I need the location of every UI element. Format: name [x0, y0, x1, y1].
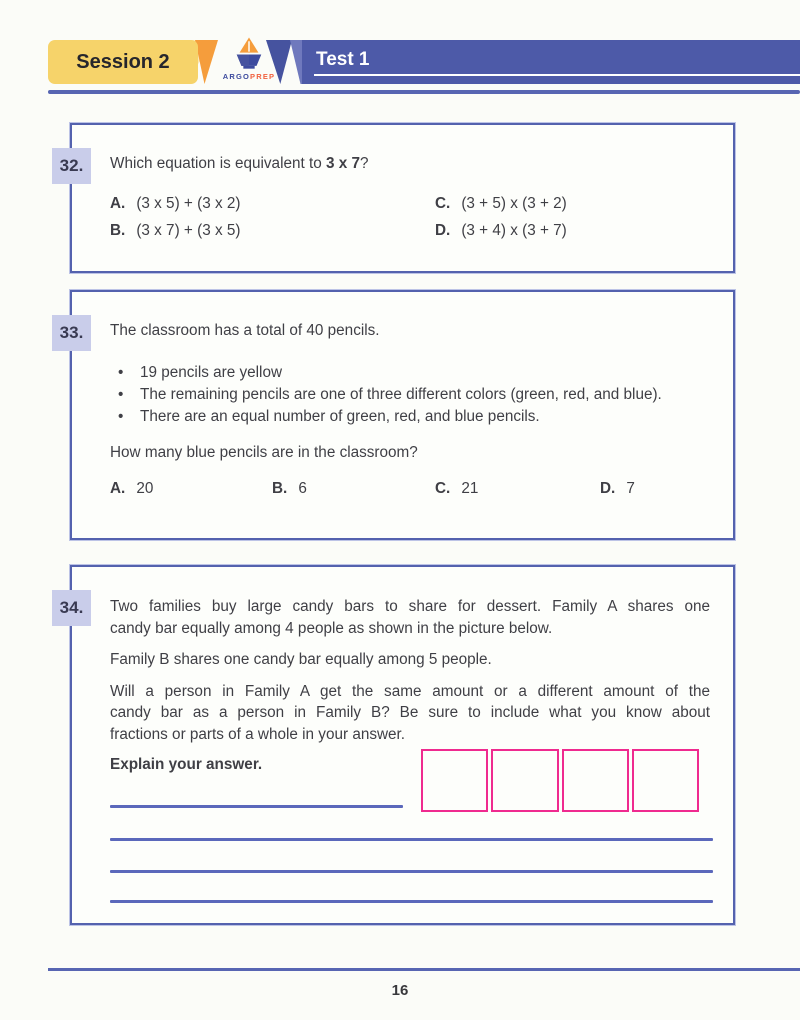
bullet-text: The remaining pencils are one of three different colors (green, red, and blue).: [140, 386, 662, 403]
option-text: 7: [626, 480, 635, 497]
paragraph-line: candy bar equally among 4 people as shown in the picture below.: [110, 619, 553, 637]
question-number-badge: 33.: [52, 315, 91, 351]
question-box-34: [59, 565, 735, 925]
question-intro: The classroom has a total of 40 pencils.: [110, 322, 380, 339]
answer-option-d: [600, 480, 635, 498]
answer-option-b: [272, 480, 307, 498]
paragraph: [110, 596, 710, 639]
answer-write-line: [110, 838, 713, 841]
candy-bar-cell: [491, 749, 558, 812]
bullet-item: [118, 386, 662, 404]
paragraph: [110, 649, 710, 671]
argoprep-logo-text: [212, 73, 286, 81]
option-letter: C.: [435, 195, 451, 212]
option-text: (3 x 5) + (3 x 2): [136, 195, 241, 212]
test-label: Test 1: [316, 49, 370, 70]
question-box-32: [59, 123, 735, 273]
option-letter: A.: [110, 195, 126, 212]
paragraph: [110, 681, 710, 746]
answer-option-a: [110, 195, 240, 213]
bullet-marker: •: [118, 408, 124, 425]
question-prompt: How many blue pencils are in the classroom?: [110, 444, 418, 461]
answer-option-b: [110, 222, 240, 240]
answer-option-c: [435, 195, 567, 213]
page-number: 16: [391, 982, 409, 999]
option-letter: D.: [435, 222, 451, 239]
paragraph-line: Two families buy large candy bars to share for dessert. Family A shares one: [110, 598, 710, 615]
candy-bar-cell: [562, 749, 629, 812]
prompt-suffix: ?: [360, 155, 369, 172]
candy-bar-cell: [632, 749, 699, 812]
option-letter: B.: [110, 222, 126, 239]
option-text: (3 + 4) x (3 + 7): [461, 222, 567, 239]
candy-bar-cell: [421, 749, 488, 812]
argoprep-logo: [212, 36, 286, 81]
bullet-text: 19 pencils are yellow: [140, 364, 282, 381]
argoprep-logo-icon: [232, 36, 266, 73]
bullet-item: [118, 364, 282, 382]
candy-bar-diagram: [421, 749, 699, 812]
question-box-33: [59, 290, 735, 540]
paragraph-line: Will a person in Family A get the same amount or a different amount of the: [110, 682, 710, 700]
answer-write-line: [110, 870, 713, 873]
option-text: 21: [461, 480, 479, 497]
paragraph-line: candy bar as a person in Family B? Be sure to include what you know about: [110, 704, 710, 721]
option-letter: B.: [272, 480, 288, 497]
header-divider: [48, 90, 800, 94]
option-text: (3 x 7) + (3 x 5): [136, 222, 241, 239]
answer-option-a: [110, 480, 153, 498]
bullet-marker: •: [118, 386, 124, 403]
bullet-text: There are an equal number of green, red, and blue pencils.: [140, 408, 540, 425]
option-text: 20: [136, 480, 154, 497]
prompt-prefix: Which equation is equivalent to: [110, 155, 326, 172]
paragraph-line: fractions or parts of a whole in your answer.: [110, 725, 406, 743]
bullet-item: [118, 408, 540, 426]
option-letter: C.: [435, 480, 451, 497]
question-prompt: [110, 153, 369, 174]
question-number-badge: 34.: [52, 590, 91, 626]
explain-label: Explain your answer.: [110, 756, 263, 773]
option-text: (3 + 5) x (3 + 2): [461, 195, 567, 212]
question-paragraphs: [110, 596, 710, 755]
bullet-marker: •: [118, 364, 124, 381]
answer-option-d: [435, 222, 567, 240]
logo-text-argo: ARGO: [222, 72, 251, 81]
answer-write-line: [110, 805, 403, 808]
session-banner: [48, 40, 198, 84]
question-number-badge: 32.: [52, 148, 91, 184]
paragraph-line: Family B shares one candy bar equally among 5 people.: [110, 651, 492, 668]
option-text: 6: [298, 480, 307, 497]
test-banner: [302, 40, 800, 84]
answer-option-c: [435, 480, 478, 498]
logo-text-prep: PREP: [250, 72, 276, 81]
session-label: Session 2: [76, 50, 170, 73]
footer-divider: [48, 968, 800, 971]
answer-write-line: [110, 900, 713, 903]
option-letter: D.: [600, 480, 616, 497]
option-letter: A.: [110, 480, 126, 497]
test-underline: [314, 74, 800, 77]
prompt-bold: 3 x 7: [326, 155, 361, 172]
